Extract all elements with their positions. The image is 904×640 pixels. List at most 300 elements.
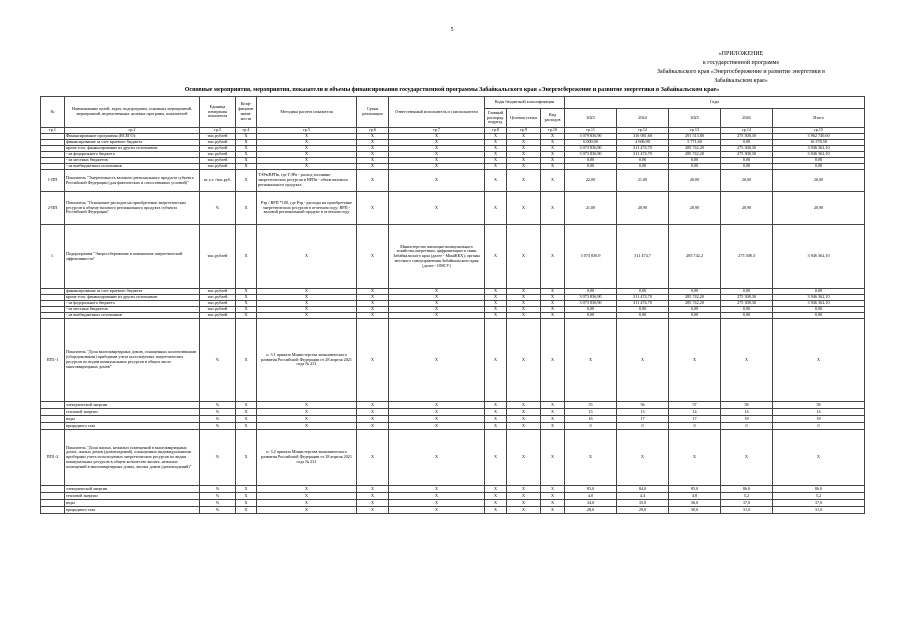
table-cell: X <box>257 225 357 289</box>
table-cell: X <box>541 134 565 140</box>
table-cell: X <box>389 289 485 295</box>
table-cell: 0,00 <box>565 289 617 295</box>
table-cell: X <box>389 493 485 500</box>
table-cell: 0,00 <box>669 313 721 319</box>
column-number: гр.7 <box>389 128 485 134</box>
header-budget-codes: Коды бюджетной классификации <box>485 97 565 109</box>
table-cell: X <box>257 416 357 423</box>
table-cell: % <box>200 409 236 416</box>
table-cell: X <box>389 152 485 158</box>
table-cell: X <box>485 289 507 295</box>
table-cell: X <box>541 319 565 402</box>
table-cell: X <box>236 486 257 493</box>
table-cell: X <box>257 423 357 430</box>
table-cell: X <box>541 301 565 307</box>
table-row <box>41 500 865 507</box>
table-cell: п. 3.1 приказа Министерства экономического развития Российской Федерации от 28 апреля 2021 года № 231 <box>257 319 357 402</box>
table-cell: X <box>236 423 257 430</box>
table-cell: - из внебюджетных источников <box>65 164 200 170</box>
column-number: гр.3 <box>200 128 236 134</box>
table-cell: X <box>485 423 507 430</box>
table-cell: 29,0 <box>617 507 669 514</box>
table-row <box>41 507 865 514</box>
table-cell: 0,00 <box>773 158 865 164</box>
table-cell: X <box>507 423 541 430</box>
header-method: Методика расчета показателя <box>257 97 357 128</box>
table-cell: 58 <box>721 402 773 409</box>
table-cell: 0,00 <box>721 140 773 146</box>
column-number: гр.12 <box>617 128 669 134</box>
table-cell: X <box>236 409 257 416</box>
table-cell: X <box>357 295 389 301</box>
table-cell: 316 081,60 <box>617 134 669 140</box>
table-cell: Подпрограмма "Энергосбережение и повышение энергетической эффективности" <box>65 225 200 289</box>
table-cell: X <box>389 307 485 313</box>
header-vr: Вид расходов <box>541 109 565 128</box>
table-cell: % <box>200 319 236 402</box>
column-number: гр.2 <box>65 128 200 134</box>
table-cell: 3 946 362,10 <box>773 301 865 307</box>
table-cell: X <box>721 430 773 486</box>
table-cell: 0,00 <box>773 307 865 313</box>
table-cell: X <box>485 486 507 493</box>
table-cell: 17 <box>617 416 669 423</box>
column-number: гр.1 <box>41 128 65 134</box>
table-cell: X <box>565 430 617 486</box>
table-cell: электрической энергии <box>65 486 200 493</box>
table-row <box>41 416 865 423</box>
table-cell: 3 079 836,90 <box>565 134 617 140</box>
table-row <box>41 423 865 430</box>
table-cell: 36,0 <box>669 500 721 507</box>
table-cell: X <box>389 319 485 402</box>
table-cell: X <box>541 416 565 423</box>
table-cell: тыс.рублей <box>200 158 236 164</box>
table-cell: ПП1-2 <box>41 430 65 486</box>
header-2024: 2024 <box>617 109 669 128</box>
table-cell: 6 000,00 <box>565 140 617 146</box>
table-cell: X <box>236 319 257 402</box>
table-cell: 311 474,70 <box>617 152 669 158</box>
table-cell: X <box>669 319 721 402</box>
table-cell: тыс.рублей <box>200 313 236 319</box>
table-cell: X <box>236 493 257 500</box>
table-cell: 83,0 <box>565 486 617 493</box>
table-cell: 0,00 <box>565 313 617 319</box>
table-cell: 3 073 836,9 <box>565 225 617 289</box>
table-cell: 14 <box>721 409 773 416</box>
header-gr: Главный распоряд. подразд. <box>485 109 507 128</box>
table-cell: X <box>389 486 485 493</box>
table-cell: X <box>357 152 389 158</box>
table-cell: - из внебюджетных источников <box>65 313 200 319</box>
table-cell: X <box>389 402 485 409</box>
table-cell: 37,0 <box>721 500 773 507</box>
table-cell: 0,00 <box>669 289 721 295</box>
table-cell: 4,4 <box>617 493 669 500</box>
table-cell: 20,00 <box>773 170 865 192</box>
table-cell: X <box>236 225 257 289</box>
table-cell: 0,00 <box>565 307 617 313</box>
table-cell: X <box>257 146 357 152</box>
table-cell: X <box>257 500 357 507</box>
table-cell: 2-ПП <box>41 192 65 225</box>
table-cell: X <box>541 225 565 289</box>
table-cell: 3 946 362,10 <box>773 295 865 301</box>
table-cell: 0 <box>617 423 669 430</box>
table-cell: 20,00 <box>669 170 721 192</box>
table-cell: % <box>200 500 236 507</box>
table-cell: X <box>357 409 389 416</box>
table-cell: 0,00 <box>721 289 773 295</box>
table-cell: X <box>389 430 485 486</box>
table-cell: X <box>773 430 865 486</box>
table-cell: - из федерального бюджета <box>65 152 200 158</box>
table-cell: 4,8 <box>669 493 721 500</box>
table-cell: 20,90 <box>617 192 669 225</box>
table-cell: 1-ПП <box>41 170 65 192</box>
table-cell: X <box>389 192 485 225</box>
table-cell: X <box>485 164 507 170</box>
table-cell: X <box>485 493 507 500</box>
table-cell: X <box>389 301 485 307</box>
table-cell: X <box>357 164 389 170</box>
table-cell: тепловой энергии <box>65 409 200 416</box>
table-cell: 0,00 <box>617 164 669 170</box>
table-cell: 0 <box>669 423 721 430</box>
table-cell: X <box>507 500 541 507</box>
table-cell: X <box>357 225 389 289</box>
table-cell: 55 <box>565 402 617 409</box>
table-cell: 31,0 <box>773 507 865 514</box>
table-cell: 0,00 <box>617 307 669 313</box>
table-cell: 3 073 836,90 <box>565 295 617 301</box>
table-cell: 21,00 <box>565 192 617 225</box>
table-cell: тыс.рублей <box>200 164 236 170</box>
table-cell: X <box>357 493 389 500</box>
table-cell: 275 308,30 <box>721 301 773 307</box>
table-cell: X <box>507 307 541 313</box>
table-cell: X <box>357 192 389 225</box>
table-cell: 285 742,20 <box>669 146 721 152</box>
table-cell: X <box>257 486 357 493</box>
table-cell: % <box>200 430 236 486</box>
table-cell: X <box>541 289 565 295</box>
table-cell: % <box>200 507 236 514</box>
table-cell: X <box>357 500 389 507</box>
table-cell: 5 771,60 <box>669 140 721 146</box>
table-cell: X <box>507 164 541 170</box>
table-cell: 3 946 362,10 <box>773 225 865 289</box>
table-cell: X <box>257 313 357 319</box>
table-cell: 13 <box>565 409 617 416</box>
table-cell: X <box>257 164 357 170</box>
table-cell: X <box>236 500 257 507</box>
table-cell: 0 <box>565 423 617 430</box>
table-cell: X <box>357 146 389 152</box>
table-cell: 20,90 <box>773 192 865 225</box>
table-cell: ТЭРв/ВРПв, где ТЭРв - расход топливно-энергетических ресурсов в ВРПв - объем валового регионального продукта <box>257 170 357 192</box>
header-unit: Единица измерения показателя <box>200 97 236 128</box>
appendix-line-1: «ПРИЛОЖЕНИЕ <box>718 51 764 57</box>
table-cell: 3 946 362,10 <box>773 152 865 158</box>
table-cell: 311 474,70 <box>617 146 669 152</box>
table-cell: 1. <box>41 225 65 289</box>
table-cell: тыс.рублей <box>200 140 236 146</box>
table-cell: 3 946 362,10 <box>773 146 865 152</box>
table-cell: 85,0 <box>669 486 721 493</box>
table-cell: X <box>357 140 389 146</box>
table-cell: X <box>485 295 507 301</box>
table-cell: X <box>257 152 357 158</box>
table-cell: 275 308,30 <box>721 146 773 152</box>
table-cell: X <box>389 313 485 319</box>
table-cell: X <box>507 507 541 514</box>
table-cell <box>41 486 65 493</box>
table-cell: X <box>236 416 257 423</box>
table-cell: X <box>541 500 565 507</box>
table-cell: X <box>257 140 357 146</box>
appendix-heading <box>616 50 866 86</box>
table-cell: X <box>565 319 617 402</box>
table-cell: X <box>389 134 485 140</box>
table-cell: % <box>200 416 236 423</box>
table-cell: Показатель "Доля многоквартирных домов, оснащенных коллективными (общедомовыми) приборами учета используемых энергетических ресурсов по видам коммунальных ресурсов в общем числе многоквартирных домов" <box>65 319 200 402</box>
table-cell: X <box>507 430 541 486</box>
document-title: Основные мероприятия, мероприятия, показатели и объемы финансирования государственной программы Забайкальского края «Энергосбережение и развитие энергетики в Забайкальском крае» <box>184 87 720 93</box>
table-cell: - из местных бюджетов <box>65 307 200 313</box>
table-cell: X <box>236 289 257 295</box>
table-cell: X <box>485 409 507 416</box>
table-cell: X <box>389 409 485 416</box>
table-cell: 20,00 <box>721 170 773 192</box>
table-cell: X <box>541 146 565 152</box>
table-cell: 57 <box>669 402 721 409</box>
table-cell: 3 073 836,90 <box>565 152 617 158</box>
table-cell: X <box>257 507 357 514</box>
table-cell: природного газа <box>65 507 200 514</box>
header-terms: Сроки реализации <box>357 97 389 128</box>
table-cell: 0,00 <box>773 313 865 319</box>
table-cell: X <box>541 164 565 170</box>
table-cell: X <box>257 307 357 313</box>
table-cell: Финансирование программы (ВСЕГО): <box>65 134 200 140</box>
table-cell: X <box>541 409 565 416</box>
table-cell: X <box>617 319 669 402</box>
table-cell: Показатель "Энергоемкость валового регионального продукта субъекта Российской Федерации (для фактических и сопоставимых условий)" <box>65 170 200 192</box>
table-cell: X <box>236 402 257 409</box>
table-cell: 4,0 <box>565 493 617 500</box>
table-cell: 0,00 <box>721 307 773 313</box>
table-cell: 0,00 <box>721 158 773 164</box>
table-cell: электрической энергии <box>65 402 200 409</box>
table-cell: тыс.рублей <box>200 295 236 301</box>
table-cell: 285 742,20 <box>669 152 721 158</box>
table-cell: X <box>541 152 565 158</box>
table-cell: 3 073 836,90 <box>565 146 617 152</box>
table-cell: X <box>357 430 389 486</box>
table-cell: X <box>507 409 541 416</box>
table-cell: X <box>485 170 507 192</box>
table-cell: тепловой энергии <box>65 493 200 500</box>
table-cell: X <box>507 486 541 493</box>
table-cell <box>41 507 65 514</box>
table-cell: - из местных бюджетов <box>65 158 200 164</box>
table-cell: X <box>541 486 565 493</box>
table-cell: X <box>485 134 507 140</box>
table-cell: X <box>485 416 507 423</box>
table-cell: X <box>389 507 485 514</box>
table-cell: 21,00 <box>617 170 669 192</box>
table-cell: X <box>236 146 257 152</box>
table-cell: X <box>357 423 389 430</box>
table-cell: воды <box>65 500 200 507</box>
table-cell: кроме того, финансирование из других источников: <box>65 295 200 301</box>
table-cell: 0 <box>773 423 865 430</box>
table-cell: X <box>257 409 357 416</box>
table-cell: тыс.рублей <box>200 289 236 295</box>
table-cell: % <box>200 486 236 493</box>
table-cell: X <box>485 192 507 225</box>
table-cell: 275 308,30 <box>721 152 773 158</box>
table-cell: X <box>541 140 565 146</box>
table-cell: X <box>236 158 257 164</box>
table-cell: тыс.рублей <box>200 301 236 307</box>
table-cell: % <box>200 192 236 225</box>
table-cell: 0,00 <box>617 313 669 319</box>
table-cell <box>41 402 65 409</box>
table-cell: X <box>236 430 257 486</box>
table-cell: X <box>541 158 565 164</box>
table-cell: ПП1-1 <box>41 319 65 402</box>
table-cell: 13 <box>617 409 669 416</box>
table-cell: тыс.рублей <box>200 134 236 140</box>
table-row <box>41 493 865 500</box>
table-cell: X <box>485 430 507 486</box>
table-cell: 35,0 <box>617 500 669 507</box>
table-cell: X <box>357 507 389 514</box>
table-cell: X <box>507 152 541 158</box>
table-cell: X <box>485 319 507 402</box>
table-cell: X <box>485 307 507 313</box>
table-cell: X <box>669 430 721 486</box>
table-cell: 18 <box>773 416 865 423</box>
table-cell: - из федерального бюджета <box>65 301 200 307</box>
table-cell: X <box>236 313 257 319</box>
header-num: № <box>41 97 65 128</box>
table-cell: X <box>541 192 565 225</box>
table-cell: X <box>257 301 357 307</box>
table-cell: тыс.рублей <box>200 225 236 289</box>
table-cell <box>41 409 65 416</box>
table-cell: % <box>200 402 236 409</box>
table-cell: 311 474,7 <box>617 225 669 289</box>
table-cell: Показатель "Отношение расходов на приобретение энергетических ресурсов к объему валового регионального продукта субъекта Российской Федерации" <box>65 192 200 225</box>
table-cell: X <box>236 152 257 158</box>
program-table <box>40 96 865 514</box>
table-cell: 37,0 <box>773 500 865 507</box>
table-cell: 0,00 <box>669 158 721 164</box>
table-cell: 0,00 <box>565 164 617 170</box>
table-cell: 0,00 <box>721 313 773 319</box>
table-cell: X <box>257 295 357 301</box>
table-cell: 14 <box>669 409 721 416</box>
table-cell: X <box>389 500 485 507</box>
table-cell: X <box>236 170 257 192</box>
table-cell: X <box>236 164 257 170</box>
table-cell: 22,00 <box>565 170 617 192</box>
table-cell: 275 308,3 <box>721 225 773 289</box>
table-cell: 5,2 <box>773 493 865 500</box>
table-cell: 0,00 <box>565 158 617 164</box>
table-cell: X <box>507 313 541 319</box>
table-cell: 0 <box>721 423 773 430</box>
table-cell: 311 474,70 <box>617 295 669 301</box>
table-cell: Министерство жилищно-коммунального хозяйства,энергетики, цифровизации и связи Забайкальского края (далее - МинЖКХ); органы местного самоуправления Забайкальского края (далее - ОМСУ) <box>389 225 485 289</box>
table-cell: X <box>257 158 357 164</box>
table-cell: X <box>485 500 507 507</box>
header-years: Годы <box>565 97 865 109</box>
table-cell: X <box>485 507 507 514</box>
table-cell: 14 <box>773 409 865 416</box>
header-2025: 2025 <box>669 109 721 128</box>
table-cell: X <box>773 319 865 402</box>
table-cell: X <box>236 507 257 514</box>
table-cell: X <box>257 493 357 500</box>
header-resp: Ответственный исполнитель и соисполнители <box>389 97 485 128</box>
table-cell: 5,2 <box>721 493 773 500</box>
table-cell: Показатель "Доля жилых, нежилых помещений в многоквартирных домах, жилых домов (домовладений), оснащенных индивидуальными приборами учета используемых энергетических ресурсов по видам коммунальных ресурсов в общем количестве жилых, нежилых помещений в многоквартирных домах, жилых домов (домовладений)" <box>65 430 200 486</box>
table-cell: % <box>200 423 236 430</box>
table-cell: 20,90 <box>721 192 773 225</box>
table-cell: X <box>541 507 565 514</box>
header-cs: Целевая статья <box>507 109 541 128</box>
table-cell: X <box>541 430 565 486</box>
table-cell: X <box>485 313 507 319</box>
table-cell: X <box>507 146 541 152</box>
table-cell: 285 742,20 <box>669 295 721 301</box>
table-cell: X <box>357 486 389 493</box>
table-cell: 34,0 <box>565 500 617 507</box>
table-cell: 16 378,50 <box>773 140 865 146</box>
table-cell: X <box>236 301 257 307</box>
table-cell: X <box>507 493 541 500</box>
table-cell: X <box>617 430 669 486</box>
table-row <box>41 486 865 493</box>
table-cell: 58 <box>773 402 865 409</box>
appendix-line-2: к государственной программе <box>702 60 780 66</box>
table-cell: 3 962 740,60 <box>773 134 865 140</box>
table-cell: природного газа <box>65 423 200 430</box>
table-cell: 0,00 <box>617 158 669 164</box>
table-cell <box>41 416 65 423</box>
column-number: гр.11 <box>565 128 617 134</box>
table-cell: 4 606,90 <box>617 140 669 146</box>
table-cell: X <box>485 301 507 307</box>
column-number: гр.14 <box>721 128 773 134</box>
table-cell: X <box>389 146 485 152</box>
column-number: гр.6 <box>357 128 389 134</box>
table-cell: X <box>257 134 357 140</box>
table-cell: X <box>257 289 357 295</box>
table-cell: X <box>541 295 565 301</box>
table-cell: п. 3.2 приказа Министерства экономического развития Российской Федерации от 28 апреля 2021 года № 231 <box>257 430 357 486</box>
table-cell: тыс.рублей <box>200 146 236 152</box>
table-cell: X <box>507 170 541 192</box>
table-cell: 86,0 <box>721 486 773 493</box>
table-cell: X <box>507 225 541 289</box>
table-header <box>41 97 865 134</box>
